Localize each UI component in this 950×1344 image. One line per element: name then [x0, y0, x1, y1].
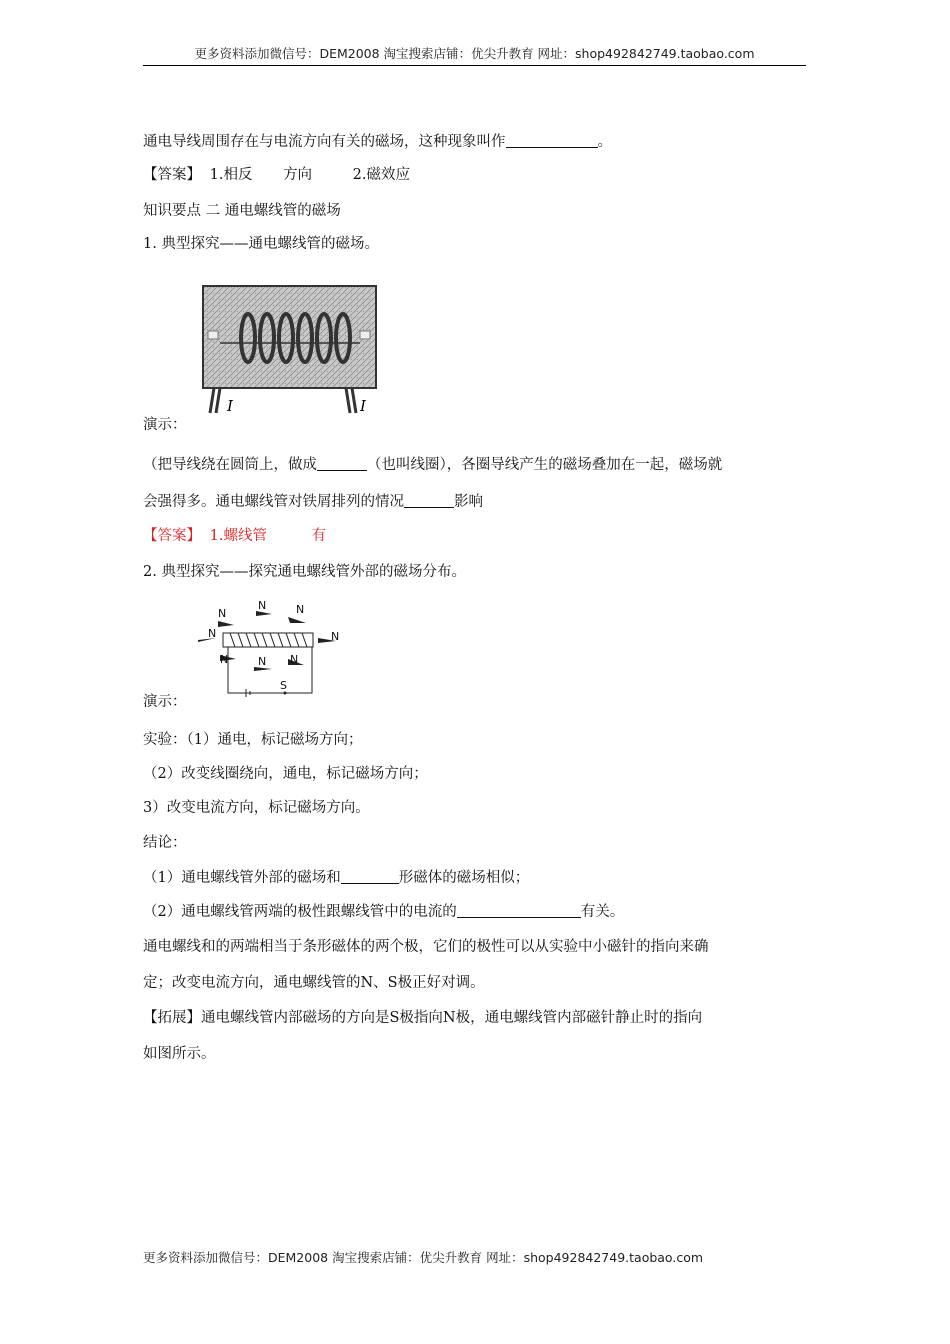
fill-blank[interactable]	[341, 869, 399, 884]
conclusion-2	[143, 900, 624, 921]
answer-item: 有	[311, 528, 327, 544]
paragraph-polarity-2: 定；改变电流方向，通电螺线管的N、S极正好对调。	[143, 975, 485, 991]
paragraph-demo-desc-1	[143, 453, 722, 474]
paragraph-extension	[143, 1006, 702, 1027]
answer-1	[143, 163, 410, 184]
compass-n-label: N	[296, 603, 305, 616]
switch-label: S	[280, 679, 287, 692]
compass-n-label: N	[218, 607, 227, 620]
paragraph-extension-end: 如图所示。	[143, 1046, 216, 1062]
fill-blank[interactable]	[317, 456, 367, 471]
answer-item: 1.相反	[209, 167, 253, 183]
item-1-title: 1. 典型探究——通电螺线管的磁场。	[143, 236, 379, 252]
answer-2	[143, 524, 326, 545]
answer-item: 方向	[283, 167, 313, 183]
compass-n-label: N	[331, 630, 340, 643]
experiment-step-1: 实验：（1）通电，标记磁场方向；	[143, 732, 363, 748]
conclusion-label: 结论：	[143, 835, 187, 851]
paragraph-text: （也叫线圈），各圈导线产生的磁场叠加在一起，磁场就	[367, 457, 723, 473]
experiment-step-3: 3）改变电流方向，标记磁场方向。	[143, 800, 370, 816]
paragraph-text: 通电螺线管内部磁场的方向是S极指向N极，通电螺线管内部磁针静止时的指向	[201, 1010, 703, 1026]
paragraph-text: （1）通电螺线管外部的磁场和	[143, 870, 341, 886]
answer-label: 【答案】	[143, 528, 201, 544]
demo-label-2: 演示：	[143, 694, 187, 710]
fill-blank[interactable]	[506, 133, 598, 148]
paragraph-text: （把导线绕在圆筒上，做成	[143, 457, 317, 473]
fill-blank[interactable]	[457, 903, 581, 918]
paragraph-tail: 。	[597, 134, 612, 150]
solenoid-compass-figure	[190, 597, 350, 707]
paragraph-text: 通电导线周围存在与电流方向有关的磁场，这种现象叫作	[143, 134, 506, 150]
paragraph-text: 形磁体的磁场相似；	[398, 870, 530, 886]
section-title: 知识要点 二 通电螺线管的磁场	[143, 203, 341, 219]
paragraph-text: 会强得多。通电螺线管对铁屑排列的情况	[143, 494, 404, 510]
paragraph-demo-desc-2	[143, 490, 483, 511]
experiment-step-2: （2）改变线圈绕向，通电，标记磁场方向；	[143, 766, 428, 782]
answer-item: 2.磁效应	[352, 167, 411, 183]
item-2-title: 2. 典型探究——探究通电螺线管外部的磁场分布。	[143, 564, 466, 580]
compass-n-label: N	[258, 655, 267, 668]
compass-n-label: N	[258, 599, 267, 612]
current-label-left: I	[227, 397, 233, 415]
paragraph-polarity-1: 通电螺线和的两端相当于条形磁体的两个极，它们的极性可以从实验中小磁针的指向来确	[143, 939, 709, 955]
paragraph-text: （2）通电螺线管两端的极性跟螺线管中的电流的	[143, 904, 457, 920]
conclusion-1	[143, 866, 529, 887]
current-label-right: I	[360, 397, 366, 415]
compass-n-label: N	[290, 653, 299, 666]
paragraph-text: 有关。	[580, 904, 625, 920]
demo-label-1: 演示：	[143, 417, 187, 433]
answer-item: 1.螺线管	[209, 528, 267, 544]
answer-label: 【答案】	[143, 167, 201, 183]
page-footer: 更多资料添加微信号：DEM2008 淘宝搜索店铺：优尖升教育 网址：shop492842749.taobao.com	[143, 1250, 704, 1265]
fill-blank[interactable]	[404, 493, 454, 508]
compass-n-label: N	[208, 627, 217, 640]
compass-n-label: N	[220, 653, 229, 666]
solenoid-iron-filings-figure	[200, 283, 380, 418]
paragraph-electromagnetic-effect	[143, 130, 612, 151]
page-header: 更多资料添加微信号：DEM2008 淘宝搜索店铺：优尖升教育 网址：shop492842749.taobao.com	[194, 46, 755, 61]
header-divider	[143, 65, 806, 66]
paragraph-text: 影响	[454, 494, 483, 510]
extension-label: 【拓展】	[143, 1010, 201, 1026]
